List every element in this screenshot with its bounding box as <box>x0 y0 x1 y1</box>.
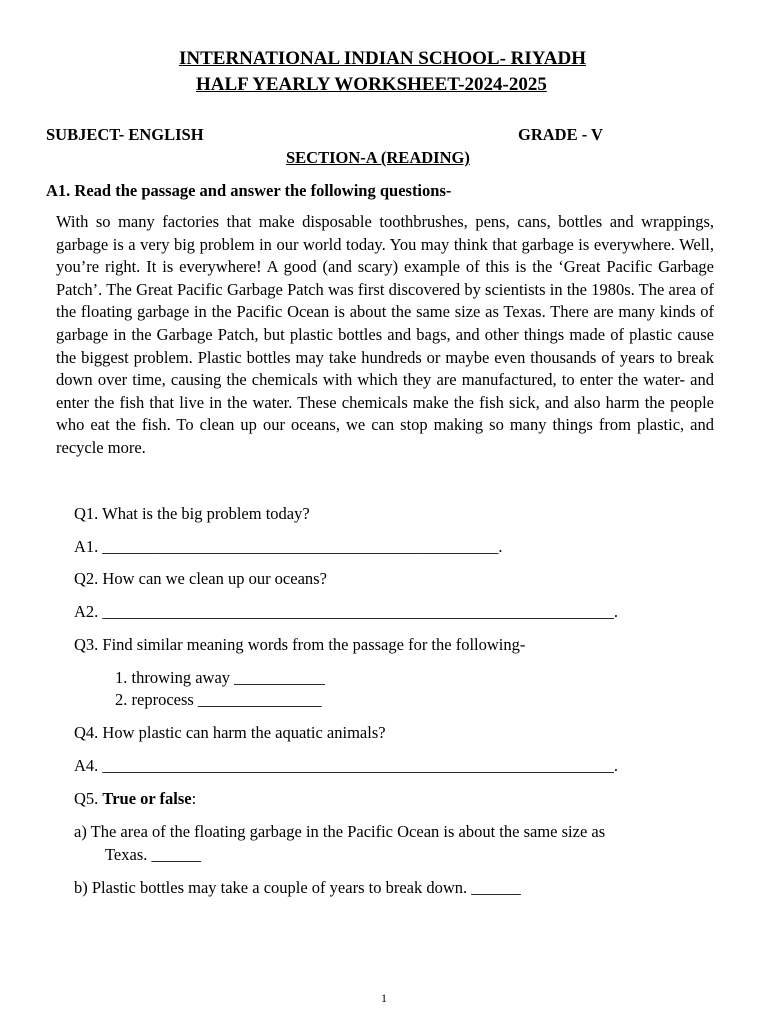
question-5-suffix: : <box>191 789 197 808</box>
page-number: 1 <box>381 991 387 1005</box>
question-3: Q3. Find similar meaning words from the passage for the following- <box>74 635 526 654</box>
question-5-prefix: Q5. <box>74 789 103 808</box>
reading-passage: With so many factories that make disposable toothbrushes, pens, cans, bottles and wrappings, garbage is a very big problem in our world today. You may think that garbage is everywhere. Well, you’re right. It is everywhere! A good (and scary) example of this is the ‘Great Pacific Garbage Patch’. The Great Pacific Garbage Patch was first discovered by scientists in the 1980s. The area of the floating garbage in the Pacific Ocean is about the same size as Texas. There are many kinds of garbage in the Garbage Patch, but plastic bottles and bags, and other things made of plastic cause the biggest problem. Plastic bottles may take hundreds or maybe even thousands of years to break down over time, causing the chemicals with which they are manufactured, to enter the water- and enter the fish that live in the water. These chemicals make the fish sick, and also harm the people who eat the fish. To clean up our oceans, we can stop making so many things from plastic, and recycle more. <box>56 212 714 457</box>
question-5b: b) Plastic bottles may take a couple of years to break down. ______ <box>74 878 521 897</box>
worksheet-title: HALF YEARLY WORKSHEET-2024-2025 <box>196 74 547 95</box>
question-5a-line-2: Texas. ______ <box>105 845 201 864</box>
answer-4-line: A4. ______________________________________________________________. <box>74 756 619 775</box>
answer-2-line: A2. ______________________________________________________________. <box>74 602 619 621</box>
answer-1-line: A1. ________________________________________________. <box>74 537 503 556</box>
question-3-item: 2. reprocess _______________ <box>115 690 322 709</box>
question-5 <box>74 789 196 809</box>
question-3-item: 1. throwing away ___________ <box>115 668 325 687</box>
question-5-bold: True or false <box>102 789 192 808</box>
school-title: INTERNATIONAL INDIAN SCHOOL- RIYADH <box>179 48 586 69</box>
question-5a-line-1: a) The area of the floating garbage in the Pacific Ocean is about the same size as <box>74 822 606 841</box>
question-1: Q1. What is the big problem today? <box>74 504 310 523</box>
grade-label: GRADE - V <box>518 125 603 144</box>
section-heading: SECTION-A (READING) <box>286 148 470 167</box>
question-4: Q4. How plastic can harm the aquatic animals? <box>74 723 386 742</box>
subject-label: SUBJECT- ENGLISH <box>46 125 204 144</box>
instruction: A1. Read the passage and answer the following questions- <box>46 181 452 200</box>
question-2: Q2. How can we clean up our oceans? <box>74 569 327 588</box>
